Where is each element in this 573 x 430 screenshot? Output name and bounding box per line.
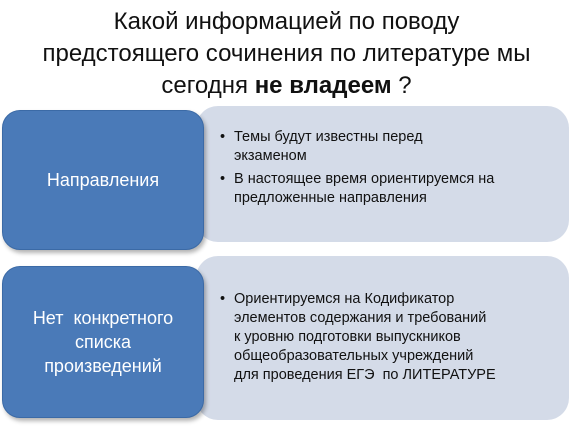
title-line-3 bbox=[0, 70, 573, 102]
bullet-item bbox=[220, 170, 560, 208]
bullet-line: предложенные направления bbox=[234, 190, 427, 206]
title-emphasis: не владеем bbox=[254, 72, 392, 99]
label-line: списка bbox=[74, 332, 132, 352]
bullet-line: общеобразовательных учреждений bbox=[234, 348, 474, 364]
bullet-item bbox=[220, 290, 560, 385]
bullet-dot-icon: • bbox=[220, 129, 226, 145]
label-line: Нет конкретного bbox=[32, 308, 174, 328]
bullet-line: для проведения ЕГЭ по ЛИТЕРАТУРЕ bbox=[234, 367, 496, 383]
bullet-list-directions bbox=[220, 128, 560, 212]
bullet-list-no-list bbox=[220, 290, 560, 389]
bullet-line: экзаменом bbox=[234, 148, 307, 164]
bullet-line: Темы будут известны перед bbox=[234, 129, 423, 145]
label-box-directions bbox=[2, 110, 204, 250]
title-line-1: Какой информацией по поводу bbox=[113, 8, 460, 35]
bullet-line: В настоящее время ориентируемся на bbox=[234, 171, 495, 187]
label-line: произведений bbox=[44, 356, 162, 376]
bullet-line: Ориентируемся на Кодификатор bbox=[234, 291, 455, 307]
title-line-3-suffix: ? bbox=[391, 72, 412, 99]
bullet-line: к уровню подготовки выпускников bbox=[234, 329, 461, 345]
bullet-dot-icon: • bbox=[220, 291, 226, 307]
bullet-item bbox=[220, 128, 560, 166]
label-line: Направления bbox=[46, 170, 160, 190]
bullet-line: элементов содержания и требований bbox=[234, 310, 487, 326]
bullet-dot-icon: • bbox=[220, 171, 226, 187]
title-line-3-prefix: сегодня bbox=[161, 72, 255, 99]
slide-title bbox=[0, 6, 573, 102]
title-line-2: предстоящего сочинения по литературе мы bbox=[42, 40, 531, 67]
label-box-no-list bbox=[2, 266, 204, 418]
